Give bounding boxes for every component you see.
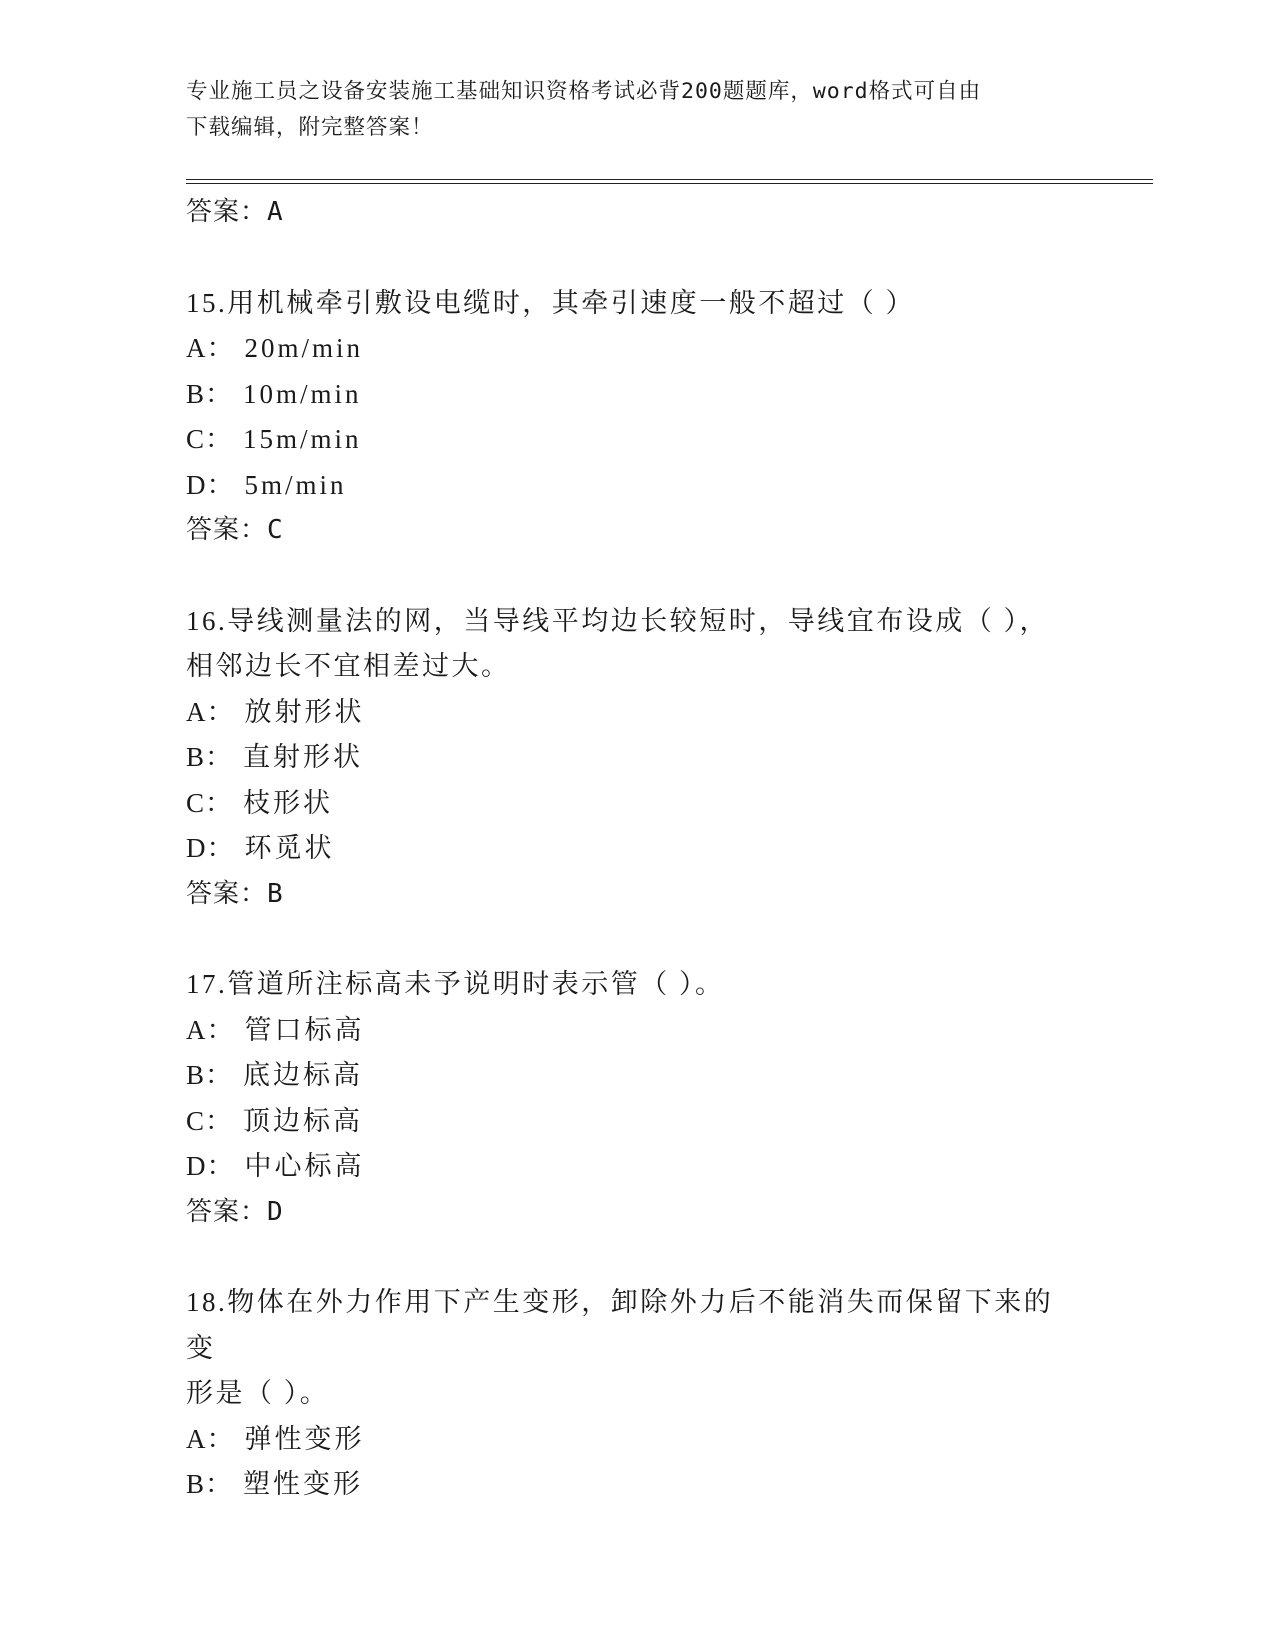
question-stem: 15.用机械牵引敷设电缆时，其牵引速度一般不超过（ ） bbox=[186, 287, 915, 318]
option-key: C： bbox=[186, 1105, 234, 1136]
option-key: B： bbox=[186, 1060, 234, 1090]
option-c bbox=[186, 417, 1086, 463]
question-stem: 16.导线测量法的网，当导线平均边长较短时，导线宜布设成（ ）， bbox=[186, 605, 1049, 636]
option-a bbox=[186, 690, 1086, 736]
option-text: 弹性变形 bbox=[244, 1423, 365, 1454]
option-key: A： bbox=[186, 696, 235, 727]
question-18 bbox=[186, 1280, 1086, 1508]
option-key: B： bbox=[186, 742, 234, 772]
option-b bbox=[186, 1053, 1086, 1099]
option-text: 环觅状 bbox=[244, 833, 335, 863]
question-16 bbox=[186, 599, 1086, 918]
header-divider-top bbox=[186, 179, 1153, 180]
option-b bbox=[186, 372, 1086, 418]
option-key: D： bbox=[186, 833, 235, 863]
option-key: B： bbox=[186, 1469, 234, 1499]
option-key: D： bbox=[186, 1151, 235, 1181]
question-stem: 18.物体在外力作用下产生变形，卸除外力后不能消失而保留下来的变 bbox=[186, 1287, 1054, 1363]
question-list bbox=[186, 190, 1086, 1508]
option-c bbox=[186, 781, 1086, 827]
option-b bbox=[186, 1462, 1086, 1508]
header-line-1: 专业施工员之设备安装施工基础知识资格考试必背200题题库，word格式可自由 bbox=[186, 79, 982, 104]
option-b bbox=[186, 735, 1086, 781]
option-a bbox=[186, 1417, 1086, 1463]
option-key: A： bbox=[186, 1423, 235, 1454]
document-header bbox=[186, 74, 1066, 146]
option-key: C： bbox=[186, 424, 234, 454]
question-stem-continued: 形是（ ）。 bbox=[186, 1378, 330, 1408]
answer-line: 答案：D bbox=[186, 1196, 284, 1227]
option-a bbox=[186, 326, 1086, 372]
question-17 bbox=[186, 962, 1086, 1235]
option-text: 枝形状 bbox=[243, 787, 334, 818]
option-text: 5m/min bbox=[244, 469, 347, 500]
header-divider-bottom bbox=[186, 183, 1153, 184]
option-d bbox=[186, 463, 1086, 509]
option-key: A： bbox=[186, 1014, 235, 1045]
option-text: 10m/min bbox=[243, 378, 362, 409]
option-text: 放射形状 bbox=[244, 696, 365, 727]
option-key: D： bbox=[186, 469, 235, 500]
option-a bbox=[186, 1008, 1086, 1054]
question-15 bbox=[186, 281, 1086, 554]
option-key: B： bbox=[186, 378, 234, 409]
header-line-2: 下载编辑，附完整答案！ bbox=[186, 115, 434, 140]
option-text: 底边标高 bbox=[243, 1060, 364, 1090]
option-text: 管口标高 bbox=[244, 1014, 365, 1045]
option-text: 塑性变形 bbox=[243, 1469, 364, 1499]
option-text: 顶边标高 bbox=[243, 1105, 364, 1136]
answer-line: 答案：C bbox=[186, 515, 284, 545]
option-text: 直射形状 bbox=[243, 742, 364, 772]
option-key: A： bbox=[186, 333, 235, 363]
option-c bbox=[186, 1099, 1086, 1145]
question-stem: 17.管道所注标高未予说明时表示管（ ）。 bbox=[186, 969, 725, 999]
answer-line: 答案：A bbox=[186, 197, 284, 227]
question-stem-continued: 相邻边长不宜相差过大。 bbox=[186, 651, 511, 681]
option-d bbox=[186, 826, 1086, 872]
option-text: 15m/min bbox=[243, 424, 362, 454]
option-d bbox=[186, 1144, 1086, 1190]
option-key: C： bbox=[186, 787, 234, 818]
option-text: 20m/min bbox=[244, 333, 364, 363]
answer-line: 答案：B bbox=[186, 878, 284, 909]
option-text: 中心标高 bbox=[244, 1151, 365, 1181]
